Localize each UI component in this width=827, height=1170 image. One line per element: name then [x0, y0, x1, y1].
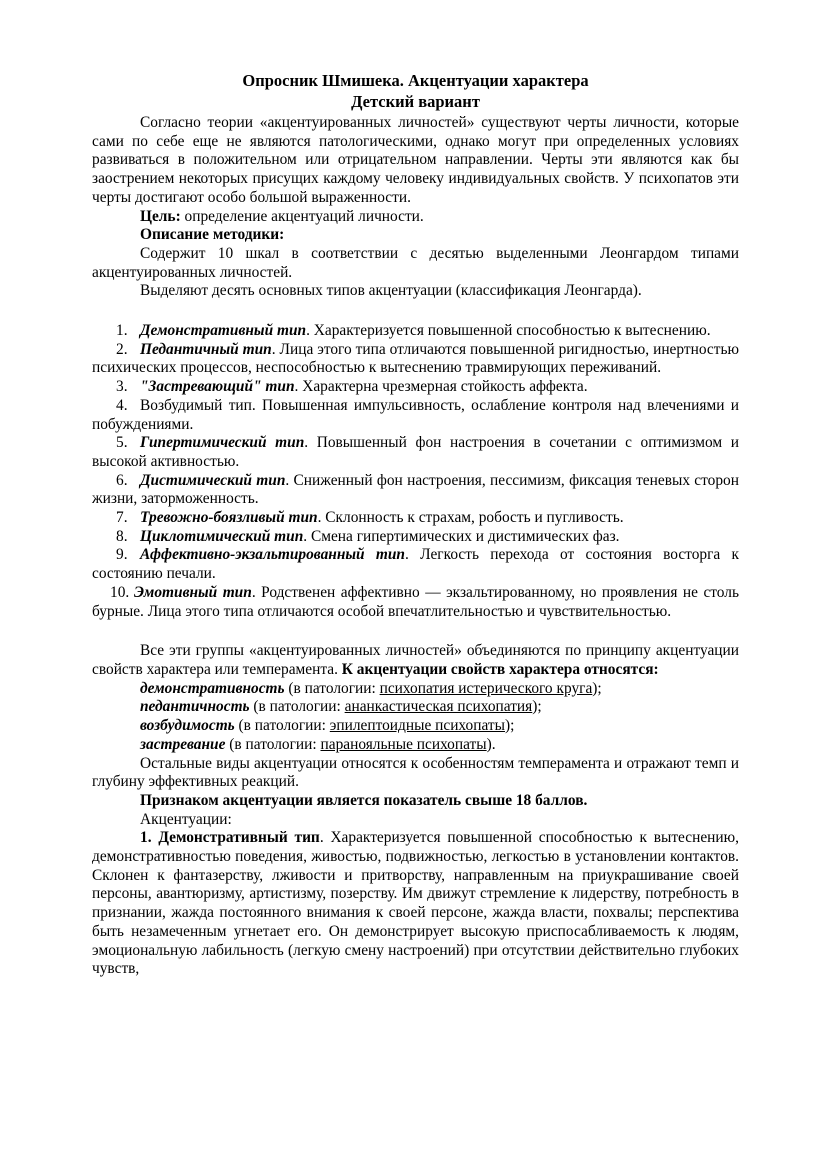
type-name: Аффективно-экзальтированный тип [140, 546, 405, 564]
list-item [92, 397, 739, 434]
list-item-number: 4. [116, 396, 128, 414]
list-item-body [92, 341, 739, 377]
list-item-number: 7. [116, 509, 128, 527]
list-item-body [140, 378, 588, 395]
trait-item [92, 698, 739, 717]
list-item-number: 6. [116, 471, 128, 489]
list-item [92, 434, 739, 471]
purpose-text: определение акцентуаций личности. [180, 207, 424, 225]
section-gap [92, 621, 739, 642]
criterion-text: Признаком акцентуации является показатель свыше 18 баллов. [140, 791, 588, 809]
list-item-number: 8. [116, 527, 128, 545]
type-description: . Повышенная импульсивность, ослабление контроля над влечениями и побуждениями. [92, 396, 739, 433]
list-item-number: 5. [116, 434, 128, 452]
list-item [92, 322, 739, 341]
list-item [92, 528, 739, 547]
list-item-number: 2. [116, 340, 128, 358]
trait-pathology: эпилептоидные психопаты [329, 717, 505, 735]
list-item-body [92, 472, 739, 508]
type-description: . Легкость перехода от состояния восторга к состоянию печали. [92, 546, 739, 583]
list-item [92, 378, 739, 397]
trait-term: возбудимость [140, 717, 235, 735]
type-description: . Склонность к страхам, робость и пугливость. [317, 509, 624, 527]
detail-item-paragraph [92, 829, 739, 979]
trait-end: ); [592, 679, 602, 697]
section-gap [92, 301, 739, 322]
detail-item-number: 1. [140, 829, 152, 847]
type-name: Демонстративный тип [140, 322, 307, 340]
type-name: Гипертимический тип [140, 434, 305, 452]
grouping-paragraph [92, 642, 739, 679]
trait-end: ). [486, 735, 496, 753]
type-name: Педантичный тип [140, 340, 272, 358]
list-item [92, 509, 739, 528]
trait-pathology: психопатия истерического круга [379, 679, 593, 697]
grouping-text: Все эти группы «акцентуированных личностей» объединяются по принципу акцентуации свойств характера или темперамента. [92, 642, 739, 678]
document-title-line1: Опросник Шмишека. Акцентуации характера [242, 71, 589, 90]
type-description: . Смена гипертимических и дистимических фаз. [303, 527, 620, 545]
trait-pathology: ананкастическая психопатия [344, 698, 533, 716]
trait-pathology: паранояльные психопаты [320, 735, 487, 753]
list-item-number: 1. [116, 322, 128, 340]
trait-mid: (в патологии: [225, 735, 321, 753]
detail-item-text: . Характеризуется повышенной способностью к вытеснению, демонстративностью поведения, живостью, подвижностью, легкостью в установлении контактов. Склонен к фантазерству, лживости и притворству, направленным на приукрашивание своей персоны, авантюризму, артистизму, позерству. Им движут стремление к лидерству, потребность в признании, жажда постоянного внимания к своей персоне, жажда власти, похвалы; перспектива быть незамеченным угнетает его. Он демонстрирует высокую приспосабливаемость к людям, эмоциональную лабильность (легкую смену настроений) при отсутствии действительно глубоких чувств, [92, 829, 739, 978]
list-item-body [92, 546, 739, 582]
trait-item [92, 717, 739, 736]
type-name: Эмотивный тип [134, 583, 252, 601]
trait-term: педантичность [140, 698, 250, 716]
trait-mid: (в патологии: [234, 717, 330, 735]
type-description: . Повышенный фон настроения в сочетании с оптимизмом и высокой активностью. [92, 434, 739, 470]
type-name: Тревожно-боязливый тип [140, 509, 318, 527]
type-description: . Родственен аффективно — экзальтированному, но проявления не столь бурные. Лица этого типа отличаются особой впечатлительностью и чувствительностью. [92, 583, 739, 620]
type-description: . Лица этого типа отличаются повышенной ригидностью, инертностью психических процессов, неспособностью к вытеснению травмирующих переживаний. [92, 340, 740, 377]
description-heading [92, 226, 739, 245]
description-paragraph: Содержит 10 шкал в соответствии с десятью выделенными Леонгардом типами акцентуированных личностей. [92, 244, 739, 281]
accentuation-types-list [92, 322, 739, 621]
list-item-body [140, 322, 711, 339]
list-item-body [140, 528, 620, 545]
trait-end: ); [504, 717, 515, 735]
list-item-number: 10. [110, 583, 130, 601]
trait-mid: (в патологии: [249, 698, 345, 716]
document-title-line2: Детский вариант [351, 92, 480, 111]
list-item-body [92, 397, 739, 433]
detail-item-name: Демонстративный тип [158, 829, 320, 847]
trait-item [92, 736, 739, 755]
grouping-bold-text: К акцентуации свойств характера относятся: [341, 660, 659, 678]
document-content [92, 70, 739, 979]
purpose-paragraph [92, 208, 739, 227]
type-description: . Сниженный фон настроения, пессимизм, фиксация теневых сторон жизни, заторможенность. [92, 471, 739, 508]
type-description: . Характеризуется повышенной способностью к вытеснению. [306, 322, 711, 340]
type-name: "Застревающий" тип [140, 378, 295, 396]
type-name: Циклотимический тип [140, 527, 304, 545]
character-traits-list [92, 680, 739, 755]
list-item-body [140, 509, 624, 526]
list-item-body [92, 584, 739, 620]
type-name: Возбудимый тип [140, 396, 252, 414]
trait-end: ); [532, 698, 542, 716]
trait-mid: (в патологии: [284, 679, 380, 697]
list-item-number: 3. [116, 378, 128, 396]
trait-item [92, 680, 739, 699]
criterion-paragraph [92, 792, 739, 811]
description-label: Описание методики: [140, 226, 285, 244]
type-name: Дистимический тип [140, 471, 286, 489]
list-item [92, 341, 739, 378]
list-item [92, 472, 739, 509]
trait-term: застревание [140, 735, 226, 753]
accentuations-label: Акцентуации: [140, 810, 232, 828]
trait-term: демонстративность [140, 679, 285, 697]
temperament-paragraph: Остальные виды акцентуации относятся к особенностям темперамента и отражают темп и глубину эффективных реакций. [92, 754, 739, 791]
classification-paragraph: Выделяют десять основных типов акцентуации (классификация Леонгарда). [140, 282, 642, 300]
purpose-label: Цель: [140, 207, 181, 225]
list-item-number: 9. [116, 546, 128, 564]
intro-paragraph: Согласно теории «акцентуированных личностей» существуют черты личности, которые сами по себе еще не являются патологическими, однако могут при определенных условиях развиваться в положительном или отрицательном направлении. Черты эти являются как бы заострением некоторых присущих каждому человеку индивидуальных свойств. У психопатов эти черты достигают особо большой выраженности. [92, 114, 739, 206]
list-item [92, 584, 739, 621]
type-description: . Характерна чрезмерная стойкость аффекта. [294, 378, 588, 396]
list-item-body [92, 434, 739, 470]
list-item [92, 546, 739, 583]
